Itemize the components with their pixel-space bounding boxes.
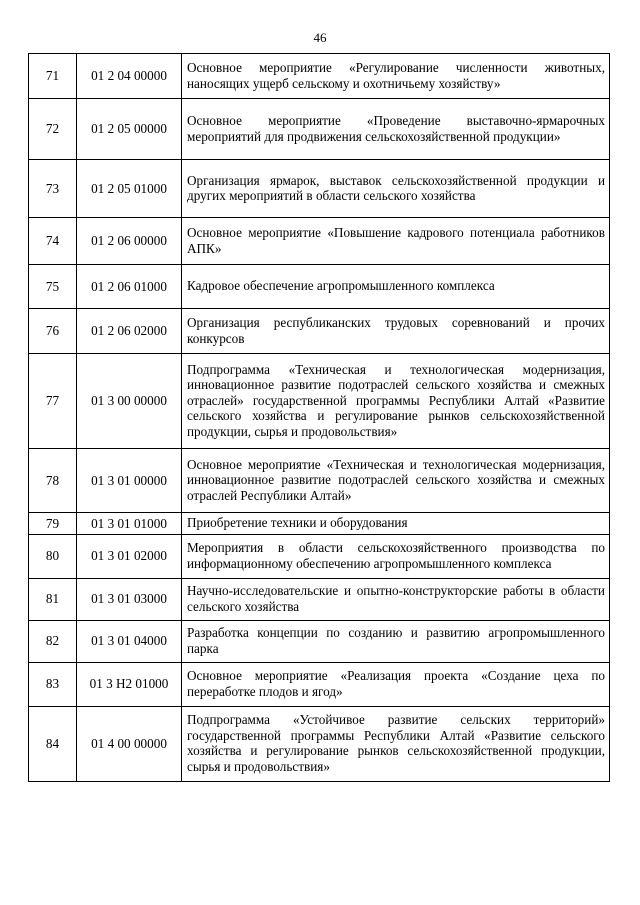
row-number: 75 bbox=[29, 265, 77, 309]
table-row bbox=[29, 54, 610, 99]
table-row bbox=[29, 160, 610, 218]
table-row bbox=[29, 99, 610, 160]
row-name: Основное мероприятие «Проведение выставочно-ярмарочных мероприятий для продвижения сельскохозяйственной продукции» bbox=[182, 99, 610, 160]
row-number: 72 bbox=[29, 99, 77, 160]
row-name: Подпрограмма «Техническая и технологическая модернизация, инновационное развитие подотраслей сельского хозяйства и смежных отраслей» государственной программы Республики Алтай «Развитие сельского хозяйства и регулирование рынков сельскохозяйственной продукции, сырья и продовольствия» bbox=[182, 354, 610, 449]
row-name: Приобретение техники и оборудования bbox=[182, 513, 610, 535]
table-row bbox=[29, 578, 610, 620]
row-code: 01 2 06 01000 bbox=[77, 265, 182, 309]
row-number: 73 bbox=[29, 160, 77, 218]
row-number: 71 bbox=[29, 54, 77, 99]
row-name: Организация республиканских трудовых соревнований и прочих конкурсов bbox=[182, 309, 610, 354]
table-row bbox=[29, 218, 610, 265]
row-number: 78 bbox=[29, 449, 77, 513]
table-row bbox=[29, 706, 610, 781]
row-number: 84 bbox=[29, 706, 77, 781]
row-name: Основное мероприятие «Реализация проекта «Создание цеха по переработке плодов и ягод» bbox=[182, 662, 610, 706]
row-name: Основное мероприятие «Техническая и технологическая модернизация, инновационное развитие подотраслей сельского хозяйства и смежных отраслей Республики Алтай» bbox=[182, 449, 610, 513]
table-row bbox=[29, 309, 610, 354]
table-row bbox=[29, 513, 610, 535]
row-name: Организация ярмарок, выставок сельскохозяйственной продукции и других мероприятий в области сельского хозяйства bbox=[182, 160, 610, 218]
row-code: 01 3 01 02000 bbox=[77, 534, 182, 578]
row-code: 01 3 00 00000 bbox=[77, 354, 182, 449]
row-name: Научно-исследовательские и опытно-конструкторские работы в области сельского хозяйства bbox=[182, 578, 610, 620]
row-code: 01 3 01 00000 bbox=[77, 449, 182, 513]
row-code: 01 2 04 00000 bbox=[77, 54, 182, 99]
table-row bbox=[29, 662, 610, 706]
row-code: 01 3 01 04000 bbox=[77, 620, 182, 662]
budget-classification-table bbox=[28, 53, 610, 782]
row-name: Мероприятия в области сельскохозяйственного производства по информационному обеспечению агропромышленного комплекса bbox=[182, 534, 610, 578]
table-row bbox=[29, 449, 610, 513]
row-number: 80 bbox=[29, 534, 77, 578]
row-name: Основное мероприятие «Повышение кадрового потенциала работников АПК» bbox=[182, 218, 610, 265]
row-code: 01 3 01 03000 bbox=[77, 578, 182, 620]
row-number: 77 bbox=[29, 354, 77, 449]
row-name: Кадровое обеспечение агропромышленного комплекса bbox=[182, 265, 610, 309]
row-number: 79 bbox=[29, 513, 77, 535]
table-row bbox=[29, 620, 610, 662]
row-number: 76 bbox=[29, 309, 77, 354]
row-number: 83 bbox=[29, 662, 77, 706]
row-name: Основное мероприятие «Регулирование численности животных, наносящих ущерб сельскому и охотничьему хозяйству» bbox=[182, 54, 610, 99]
row-code: 01 4 00 00000 bbox=[77, 706, 182, 781]
row-code: 01 3 Н2 01000 bbox=[77, 662, 182, 706]
row-code: 01 3 01 01000 bbox=[77, 513, 182, 535]
row-number: 82 bbox=[29, 620, 77, 662]
row-number: 74 bbox=[29, 218, 77, 265]
page-number: 46 bbox=[313, 30, 327, 45]
row-name: Подпрограмма «Устойчивое развитие сельских территорий» государственной программы Республики Алтай «Развитие сельского хозяйства и регулирование рынков сельскохозяйственной продукции, сырья и продовольствия» bbox=[182, 706, 610, 781]
row-name: Разработка концепции по созданию и развитию агропромышленного парка bbox=[182, 620, 610, 662]
row-code: 01 2 06 02000 bbox=[77, 309, 182, 354]
row-code: 01 2 05 01000 bbox=[77, 160, 182, 218]
row-code: 01 2 05 00000 bbox=[77, 99, 182, 160]
table-row bbox=[29, 265, 610, 309]
row-code: 01 2 06 00000 bbox=[77, 218, 182, 265]
table-row bbox=[29, 354, 610, 449]
table-row bbox=[29, 534, 610, 578]
row-number: 81 bbox=[29, 578, 77, 620]
